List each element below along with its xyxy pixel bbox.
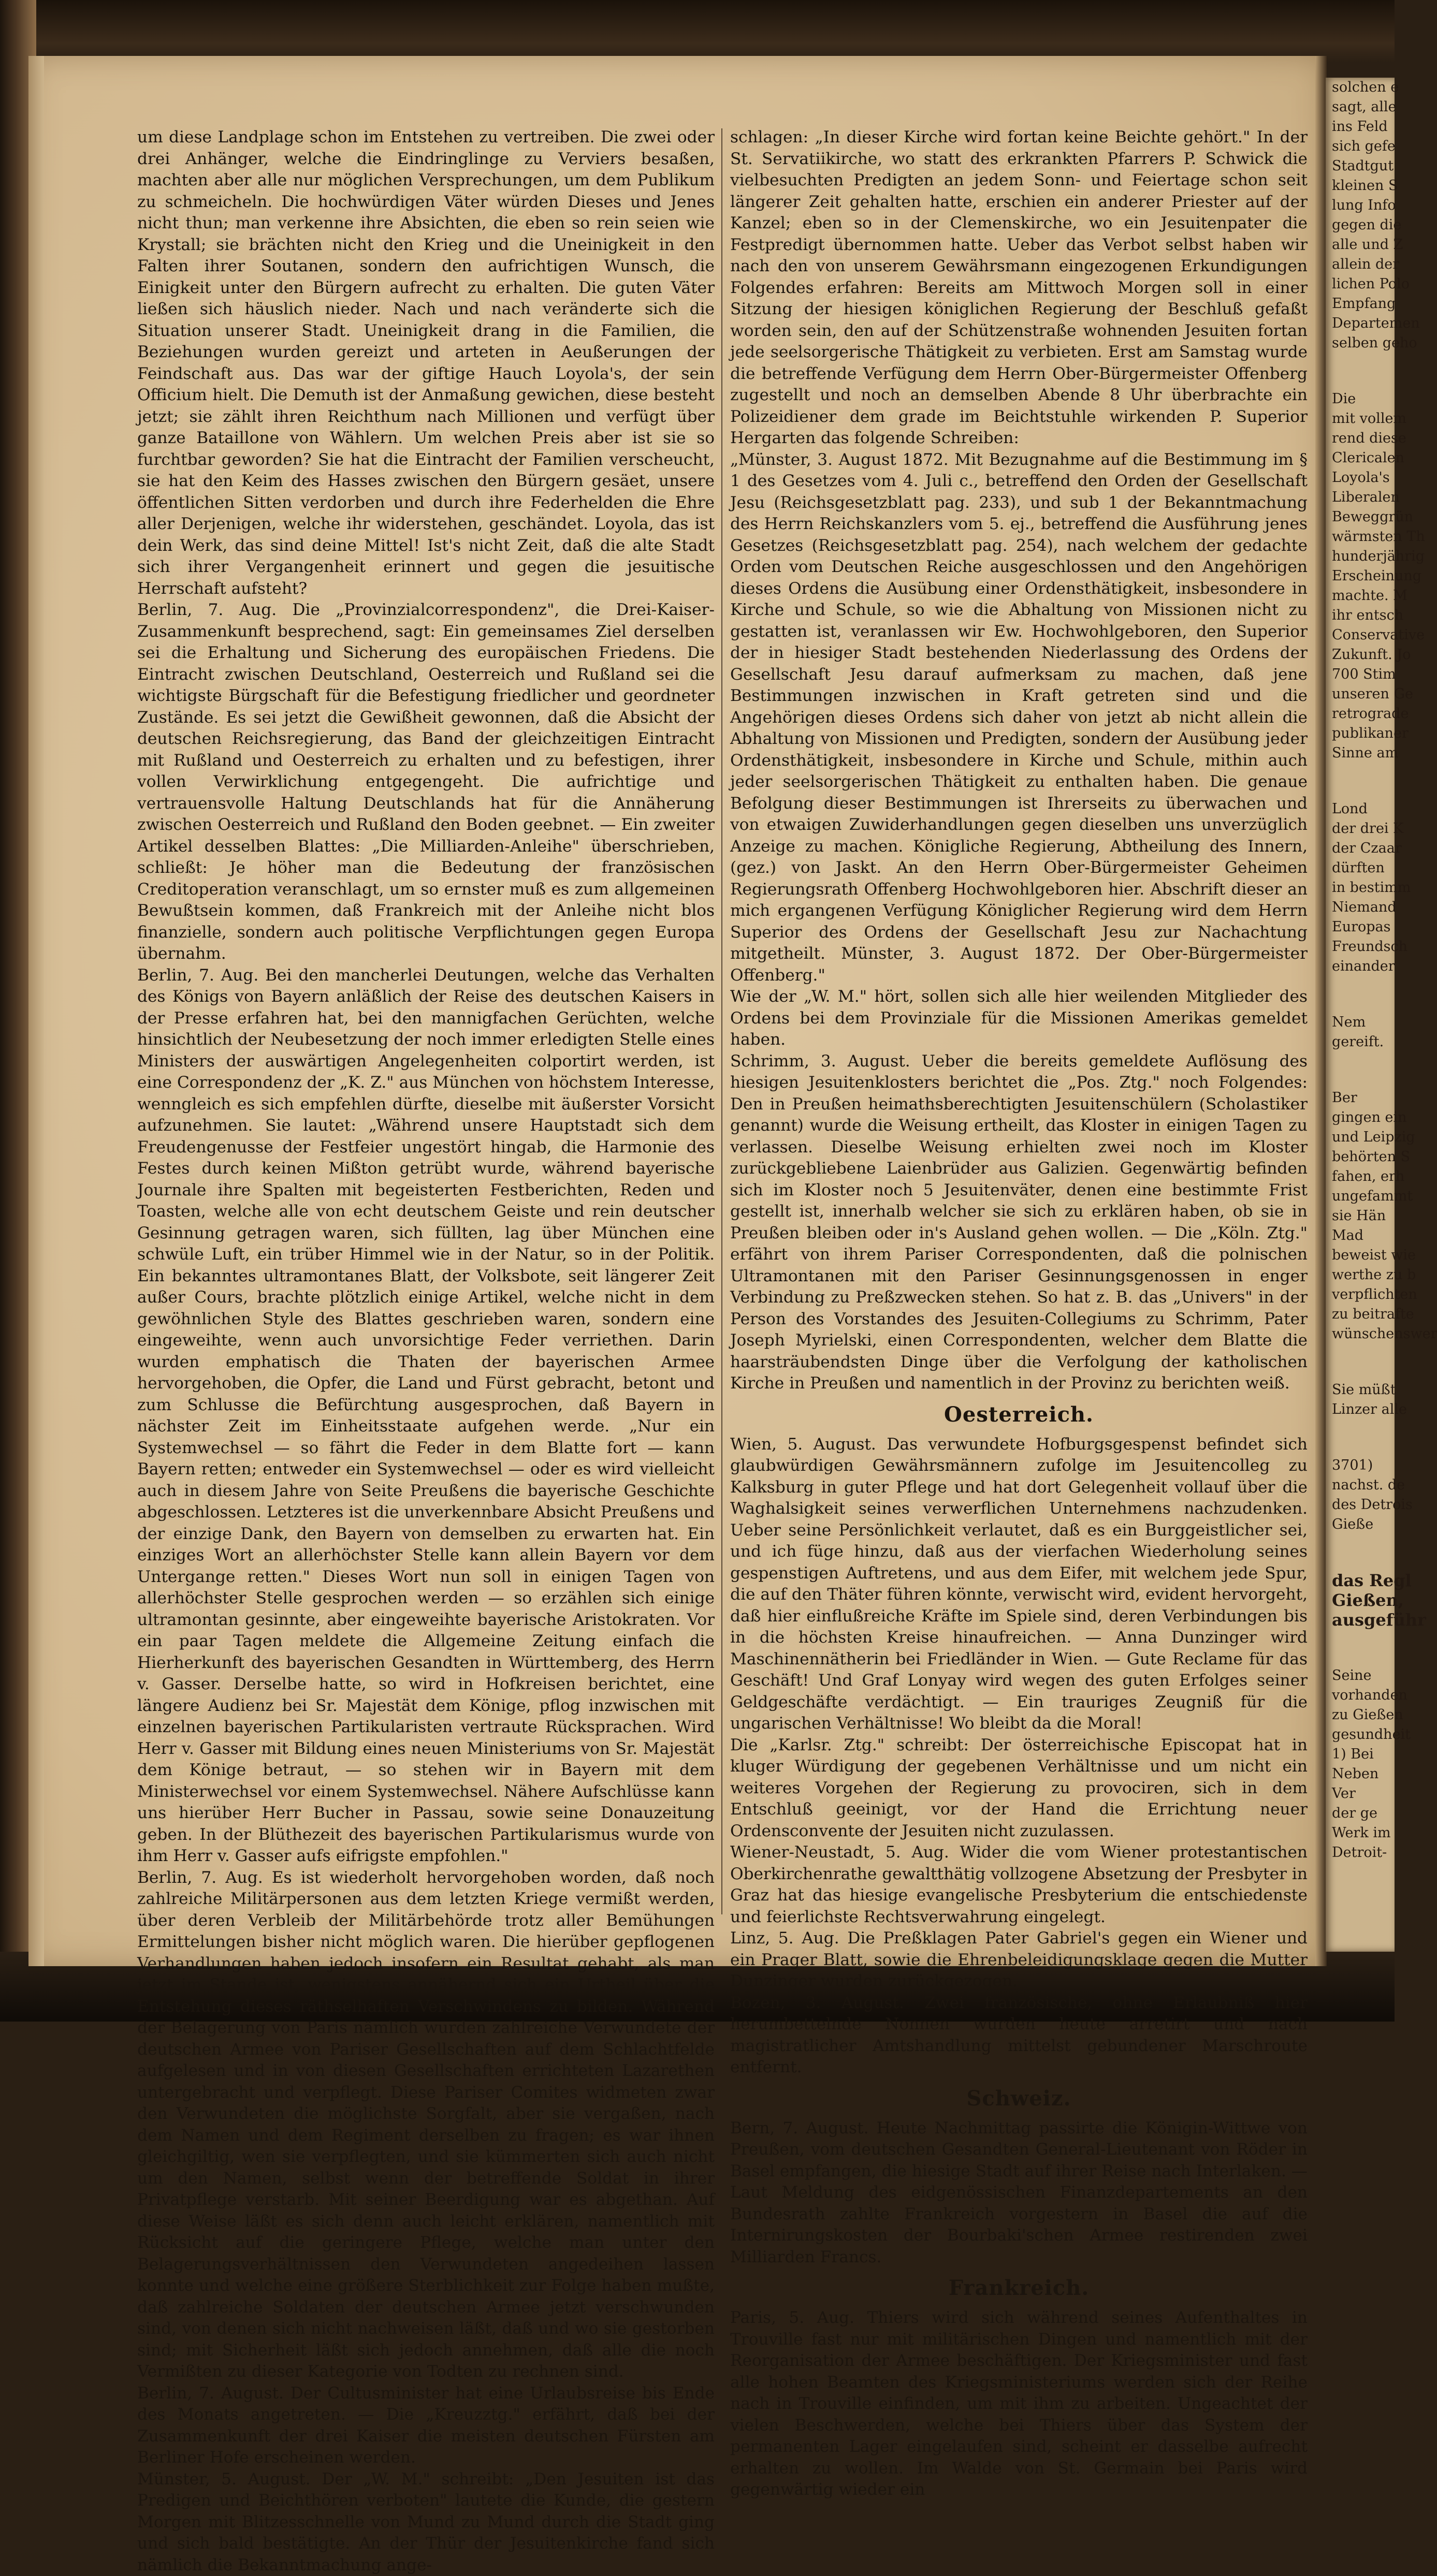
right-column	[730, 127, 1308, 1954]
adjacent-page-line: werthe zu b	[1332, 1265, 1401, 1285]
article-paragraph: Bozen, 3. August. Zwei französische, ohne Erlaubniß hier herumbettelnde Nonnen wurden heute arretirt und nach magistratlicher Amtshandlung mittelst gebundener Marschroute entfernt.	[730, 1993, 1308, 2079]
adjacent-page-line: der Czaar	[1332, 839, 1401, 858]
adjacent-page-line: wärmsten Th	[1332, 527, 1401, 547]
section-heading-frankreich: Frankreich.	[730, 2273, 1308, 2303]
article-paragraph: um diese Landplage schon im Entstehen zu vertreiben. Die zwei oder drei Anhänger, welche die Eindringlinge zu Verviers besaßen, machten aber alle nur möglichen Versprechungen, um dem Publikum zu schmeicheln. Die hochwürdigen Väter würden Dieses und Jenes nicht thun; man verkenne ihre Absichten, die eben so rein seien wie Krystall; sie brächten nicht den Krieg und die Uneinigkeit in den Falten ihrer Soutanen, sondern den aufrichtigen Wunsch, die Einigkeit unter den Bürgern aufrecht zu erhalten. Die guten Väter ließen sich häuslich nieder. Nach und nach veränderte sich die Situation unserer Stadt. Uneinigkeit drang in die Familien, die Beziehungen wurden gereizt und arteten in Aeußerungen der Feindschaft aus. Das war der giftige Hauch Loyola's, der sein Officium hielt. Die Demuth ist der Anmaßung gewichen, diese besteht jetzt; sie zählt ihren Reichthum nach Millionen und verfügt über ganze Bataillone von Wählern. Um welchen Preis aber ist sie so furchtbar geworden? Sie hat die Eintracht der Familien verscheucht, sie hat den Keim des Hasses zwischen den Bürgern gesäet, unsere öffentlichen Sitten verdorben und durch ihre Federhelden die Ehre aller Derjenigen, welche ihr widerstehen, geschändet. Loyola, das ist dein Werk, das sind deine Mittel! Ist's nicht Zeit, daß die alte Stadt sich ihrer Vergangenheit erinnert und gegen die jesuitische Herrschaft aufsteht?	[137, 127, 715, 599]
adjacent-page-line: sich gefe	[1332, 137, 1401, 156]
adjacent-page-line: Ber	[1332, 1088, 1401, 1108]
adjacent-page-line: Detroit-	[1332, 1843, 1401, 1863]
adjacent-page-line: 3701)	[1332, 1456, 1401, 1475]
page-edge	[28, 56, 44, 1966]
adjacent-page-line: publikaner	[1332, 724, 1401, 743]
adjacent-page-line: Stadtgut	[1332, 156, 1401, 176]
adjacent-page-line: wünschenswer	[1332, 1324, 1401, 1344]
adjacent-page-line: einander	[1332, 957, 1401, 976]
adjacent-page-line: des Detrois	[1332, 1495, 1401, 1515]
adjacent-page-line: Loyola's	[1332, 468, 1401, 488]
adjacent-page-line: alle und Z	[1332, 235, 1401, 255]
adjacent-page-line: gesundheit	[1332, 1725, 1401, 1745]
adjacent-page-line: beweist wie	[1332, 1246, 1401, 1265]
adjacent-page-line: Conservative	[1332, 625, 1401, 645]
adjacent-page-line: nachst. de	[1332, 1475, 1401, 1495]
adjacent-page-line: Liberalen	[1332, 488, 1401, 507]
adjacent-page-line: Werk im	[1332, 1823, 1401, 1843]
adjacent-page-line: Zukunft. Jo	[1332, 645, 1401, 665]
article-paragraph: schlagen: „In dieser Kirche wird fortan keine Beichte gehört." In der St. Servatiikirche, wo statt des erkrankten Pfarrers P. Schwick die vielbesuchten Predigten an jedem Sonn- und Feiertage schon seit längerer Zeit gehalten hatte, erschien ein anderer Priester auf der Kanzel; eben so in der Clemenskirche, wo ein Jesuitenpater die Festpredigt übernommen hatte. Ueber das Verbot selbst haben wir nach den von unserem Gewährsmann eingezogenen Erkundigungen Folgendes erfahren: Bereits am Mittwoch Morgen soll in einer Sitzung der hiesigen königlichen Regierung der Beschluß gefaßt worden sein, den auf der Schützenstraße wohnenden Jesuiten fortan jede seelsorgerische Thätigkeit zu verbieten. Erst am Samstag wurde die betreffende Verfügung dem Herrn Ober-Bürgermeister Offenberg zugestellt und noch an demselben Abende 8 Uhr überbrachte ein Polizeidiener dem grade im Beichtstuhle wirkenden P. Superior Hergarten das folgende Schreiben:	[730, 127, 1308, 449]
adjacent-page-line: gereift.	[1332, 1032, 1401, 1052]
adjacent-page-line: Sinne am	[1332, 743, 1401, 763]
article-paragraph: Berlin, 7. Aug. Es ist wiederholt hervorgehoben worden, daß noch zahlreiche Militärpersonen aus dem letzten Kriege vermißt werden, über deren Verbleib der Militärbehörde trotz aller Bemühungen Ermittelungen bisher nicht möglich waren. Die hierüber gepflogenen Verhandlungen haben jedoch insofern ein Resultat gehabt, als man jetzt im Stande ist, wenigstens annähernd sich ein Urtheil über die Entstehung dieses räthselhaften Verschwindens zu bilden. Während der Belagerung von Paris nämlich wurden zahlreiche Verwundete der deutschen Armee von Pariser Gesellschaften auf dem Schlachtfelde aufgelesen und in von diesen Gesellschaften errichteten Lazarethen untergebracht und verpflegt. Diese Pariser Comites widmeten zwar den Verwundeten die möglichste Sorgfalt, aber sie vergaßen, nach dem Namen und dem Regiment derselben zu fragen; es war ihnen gleichgiltig, wen sie verpflegten, und sie kümmerten sich auch nicht um den Namen, selbst wenn der betreffende Soldat in ihrer Privatpflege verstarb. Mit seiner Beerdigung war es abgethan. Auf diese Weise läßt es sich denn auch leicht erklären, namentlich mit Rücksicht auf die geringere Pflege, welche man unter den Belagerungsverhältnissen den Verwundeten angedeihen lassen konnte und welche eine größere Sterblichkeit zur Folge haben mußte, daß zahlreiche Soldaten der deutschen Armee jetzt verschwunden sind, von denen sich nicht nachweisen läßt, daß und wo sie gestorben sind; mit Sicherheit läßt sich jedoch annehmen, daß alle die noch Vermißten zu dieser Kategorie von Todten zu rechnen sind.	[137, 1867, 715, 2383]
adjacent-page-line: Beweggrün	[1332, 507, 1401, 527]
adjacent-page-line: Ver	[1332, 1784, 1401, 1804]
adjacent-page-line: 1) Bei	[1332, 1745, 1401, 1764]
adjacent-page-line: zu Gießen	[1332, 1705, 1401, 1725]
adjacent-page-line: kleinen S	[1332, 176, 1401, 196]
adjacent-page-line: Neben	[1332, 1764, 1401, 1784]
adjacent-page-line: vorhanden	[1332, 1686, 1401, 1705]
adjacent-page-line: Sie müßt	[1332, 1380, 1401, 1400]
article-paragraph: Berlin, 7. Aug. Die „Provinzialcorrespondenz", die Drei-Kaiser-Zusammenkunft besprechend, sagt: Ein gemeinsames Ziel derselben sei die Erhaltung und Sicherung des europäischen Friedens. Die Eintracht zwischen Deutschland, Oesterreich und Rußland sei die wichtigste Bürgschaft für die Befestigung friedlicher und geordneter Zustände. Es sei jetzt die Gewißheit gewonnen, daß die Absicht der deutschen Reichsregierung, das Band der gleichzeitigen Eintracht mit Rußland und Oesterreich zu erhalten und zu befestigen, ihrer vollen Verwirklichung entgegengeht. Die aufrichtige und vertrauensvolle Haltung Deutschlands hat für die Annäherung zwischen Oesterreich und Rußland den Boden geebnet. — Ein zweiter Artikel desselben Blattes: „Die Milliarden-Anleihe" überschrieben, schließt: Je höher man die Bedeutung der französischen Creditoperation veranschlagt, um so ernster muß es zum allgemeinen Bewußtsein kommen, daß Frankreich mit der Anleihe nicht blos finanzielle, sondern auch politische Verpflichtungen gegen Europa übernahm.	[137, 599, 715, 965]
adjacent-page-line: Clericalen	[1332, 448, 1401, 468]
adjacent-page-line: hunderjährig	[1332, 547, 1401, 566]
adjacent-page-line: ungefammt	[1332, 1187, 1401, 1206]
adjacent-page-line: Gießen,	[1332, 1590, 1401, 1610]
section-heading-oesterreich: Oesterreich.	[730, 1400, 1308, 1430]
adjacent-page-line: lichen Polo	[1332, 274, 1401, 294]
adjacent-page-line: zu beitrafte	[1332, 1305, 1401, 1324]
adjacent-page-line: lung Info	[1332, 196, 1401, 215]
adjacent-page-line: verpflichten	[1332, 1285, 1401, 1305]
article-paragraph: „Münster, 3. August 1872. Mit Bezugnahme auf die Bestimmung im § 1 des Gesetzes vom 4. Juli c., betreffend den Orden der Gesellschaft Jesu (Reichsgesetzblatt pag. 233), und sub 1 der Bekanntmachung des Herrn Reichskanzlers vom 5. ej., betreffend die Ausführung jenes Gesetzes (Reichsgesetzblatt pag. 254), nach welchem der gedachte Orden vom Deutschen Reiche ausgeschlossen und den Angehörigen dieses Ordens die Ausübung einer Ordensthätigkeit, insbesondere in Kirche und Schule, so wie die Abhaltung von Missionen nicht zu gestatten ist, veranlassen wir Ew. Hochwohlgeboren, den Superior der in hiesiger Stadt bestehenden Niederlassung des Ordens der Gesellschaft Jesu darauf aufmerksam zu machen, daß jene Bestimmungen inzwischen in Kraft getreten sind und die Angehörigen dieses Ordens sich daher von jetzt ab nicht allein die Abhaltung von Missionen und Predigten, sondern der Ausübung jeder Ordensthätigkeit, insbesondere in Kirche und Schule, mithin auch jeder seelsorgerischen Thätigkeit zu enthalten haben. Die genaue Befolgung dieser Bestimmungen ist Ihrerseits zu überwachen und von etwaigen Zuwiderhandlungen gegen dieselben uns unverzüglich Anzeige zu machen. Königliche Regierung, Abtheilung des Innern, (gez.) von Jaskt. An den Herrn Ober-Bürgermeister Geheimen Regierungsrath Offenberg Hochwohlgeboren hier. Abschrift dieser an mich ergangenen Verfügung Königlicher Regierung wird dem Herrn Superior des Ordens der Gesellschaft Jesu zur Nachachtung mitgetheilt. Münster, 3. August 1872. Der Ober-Bürgermeister Offenberg."	[730, 449, 1308, 987]
adjacent-page-line: und Leipzig	[1332, 1128, 1401, 1147]
adjacent-page-line: dürften	[1332, 858, 1401, 878]
adjacent-page-line: sagt, alle	[1332, 97, 1401, 117]
adjacent-page-line: der ge	[1332, 1804, 1401, 1823]
adjacent-page-line: selben geho	[1332, 333, 1401, 353]
section-heading-schweiz: Schweiz.	[730, 2084, 1308, 2114]
article-paragraph: Berlin, 7. Aug. Bei den mancherlei Deutungen, welche das Verhalten des Königs von Bayern anläßlich der Reise des deutschen Kaisers in der Presse erfahren hat, bei den mannigfachen Gerüchten, welche hinsichtlich der Neubesetzung der noch immer erledigten Stelle eines Ministers der auswärtigen Angelegenheiten colportirt werden, ist eine Correspondenz der „K. Z." aus München von höchstem Interesse, wenngleich es sich empfehlen dürfte, dieselbe mit äußerster Vorsicht aufzunehmen. Sie lautet: „Während unsere Hauptstadt sich dem Freudengenusse der Festfeier ungestört hingab, die Harmonie des Festes durch keinen Mißton getrübt wurde, während bayerische Journale ihre Spalten mit begeisterten Festberichten, Reden und Toasten, welche alle von echt deutschem Geiste und rein deutscher Gesinnung getragen waren, sich füllten, lag über München eine schwüle Luft, ein trüber Himmel wie in der Natur, so in der Politik. Ein bekanntes ultramontanes Blatt, der Volksbote, seit längerer Zeit außer Cours, brachte plötzlich einige Artikel, welche nicht in dem gewöhnlichen Style des Blattes geschrieben waren, sondern eine eingeweihte, wenn auch unvorsichtige Feder verriethen. Darin wurden emphatisch die Thaten der bayerischen Armee hervorgehoben, die Opfer, die Land und Fürst gebracht, betont und zum Schlusse die Befürchtung ausgesprochen, daß Bayern in nächster Zeit im Einheitsstaate aufgehen werde. „Nur ein Systemwechsel — so fährt die Feder in dem Blatte fort — kann Bayern retten; entweder ein Systemwechsel — oder es wird vielleicht auch in diesem Jahre von Seite Preußens die bayerische Geschichte abgeschlossen. Letzteres ist die unverkennbare Absicht Preußens und der einzige Dank, den Bayern von demselben zu erwarten hat. Ein einziges Wort an allerhöchster Stelle kann allein Bayern vor dem Untergange retten." Dieses Wort nun soll in einigen Tagen von allerhöchster Stelle gesprochen werden — so erzählen sich einige ultramontan gesinnte, aber eingeweihte bayerische Aristokraten. Vor ein paar Tagen meldete die Allgemeine Zeitung einfach die Hierherkunft des bayerischen Gesandten in Württemberg, des Herrn v. Gasser. Derselbe hatte, so wird in Hofkreisen berichtet, eine längere Audienz bei Sr. Majestät dem Könige, pflog inzwischen mit einzelnen bayerischen Partikularisten vertraute Rücksprachen. Wird Herr v. Gasser mit Bildung eines neuen Ministeriums von Sr. Majestät dem Könige betraut, — so stehen wir in Bayern mit dem Ministerwechsel vor einem Systemwechsel. Nähere Aufschlüsse kann uns hierüber Herr Bucher in Passau, sowie seine Donauzeitung geben. In der Blüthezeit des bayerischen Partikularismus wurde von ihm Herr v. Gasser aufs eifrigste empfohlen."	[137, 965, 715, 1867]
adjacent-page-line: behörten S	[1332, 1147, 1401, 1167]
adjacent-page-line: mit vollem	[1332, 409, 1401, 429]
article-paragraph: Die „Karlsr. Ztg." schreibt: Der österreichische Episcopat hat in kluger Würdigung der gegebenen Verhältnisse und um nicht ein weiteres Vorgehen der Regierung zu provociren, sich in dem Entschluß geeinigt, vor der Hand die Errichtung neuer Ordensconvente der Jesuiten nicht zuzulassen.	[730, 1735, 1308, 1842]
article-paragraph: Wie der „W. M." hört, sollen sich alle hier weilenden Mitglieder des Ordens bei dem Provinziale für die Missionen Amerikas gemeldet haben.	[730, 986, 1308, 1051]
adjacent-page-line: unseren Ge	[1332, 684, 1401, 704]
adjacent-page-line: 700 Stim	[1332, 665, 1401, 684]
adjacent-page-line: in bestimm	[1332, 878, 1401, 898]
adjacent-page-line: Niemand	[1332, 898, 1401, 917]
article-paragraph: Linz, 5. Aug. Die Preßklagen Pater Gabriel's gegen ein Wiener und ein Prager Blatt, sowie die Ehrenbeleidigungsklage gegen die Mutter Dunzinger wurden zurückgezogen.	[730, 1928, 1308, 1993]
adjacent-page-line: solchen e	[1332, 78, 1401, 97]
left-column	[137, 127, 715, 1954]
adjacent-page-line: gegen die	[1332, 215, 1401, 235]
article-paragraph: Paris, 5. Aug. Thiers wird sich während seines Aufenthaltes in Trouville fast nur mit militärischen Dingen und namentlich mit der Reorganisation der Armee beschäftigen. Der Kriegsminister und fast alle hohen Beamten des Kriegsministeriums werden sich der Reihe nach in Trouville einfinden, um mit ihm zu arbeiten. Ungeachtet der vielen Beschwerden, welche bei Thiers über das System der permanenten Lager eingelaufen sind, scheint er dasselbe aufrecht erhalten zu wollen. Im Walde von St. Germain bei Paris wird gegenwärtig wieder ein	[730, 2307, 1308, 2501]
adjacent-page-line: Gieße	[1332, 1515, 1401, 1534]
adjacent-page-line: fahen, erh	[1332, 1167, 1401, 1187]
adjacent-page-line: Linzer alle	[1332, 1400, 1401, 1419]
article-paragraph: Wiener-Neustadt, 5. Aug. Wider die vom Wiener protestantischen Oberkirchenrathe gewaltthätig vollzogene Absetzung der Presbyter in Graz hat das hiesige evangelische Presbyterium die entschiedenste und feierlichste Rechtsverwahrung eingelegt.	[730, 1842, 1308, 1928]
binding-gutter	[1315, 56, 1327, 1966]
adjacent-page-line: ausgeführ	[1332, 1610, 1401, 1630]
scan-top-edge	[0, 0, 1395, 62]
article-paragraph: Bern, 7. August. Heute Nachmittag passirte die Königin-Wittwe von Preußen, vom deutschen Gesandten General-Lieutenant von Röder in Basel empfangen, die hiesige Stadt auf ihrer Reise nach Interlaken. — Laut Meldung des eidgenössischen Finanzdepartements an den Bundesrath zahlte Frankreich vorgestern in Basel die auf die Internirungskosten der Bourbaki'schen Armee restirenden zwei Milliarden Francs.	[730, 2118, 1308, 2268]
adjacent-page-line: Seine	[1332, 1666, 1401, 1686]
adjacent-page-line: allein der	[1332, 255, 1401, 274]
adjacent-page-line: sie Hän	[1332, 1206, 1401, 1226]
adjacent-page-line: Europas	[1332, 917, 1401, 937]
adjacent-page-line: Nem	[1332, 1013, 1401, 1032]
adjacent-page-line: das Regl	[1332, 1571, 1401, 1590]
adjacent-page-line: Erscheinung	[1332, 566, 1401, 586]
adjacent-page-line: der drei K	[1332, 819, 1401, 839]
adjacent-page-line: Lond	[1332, 799, 1401, 819]
article-paragraph: Wien, 5. August. Das verwundete Hofburgsgespenst befindet sich glaubwürdigen Gewährsmännern zufolge im Jesuitencolleg zu Kalksburg in guter Pflege und hat dort Gelegenheit vollauf über die Waghalsigkeit seines verwerflichen Unternehmens nachzudenken. Ueber seine Persönlichkeit verlautet, daß es ein Burggeistlicher sei, und ich füge hinzu, daß aus der vierfachen Wiederholung seines gespenstigen Auftretens, und aus dem Eifer, mit welchem jede Spur, die auf den Thäter führen könnte, verwischt wird, evident hervorgeht, daß hier einflußreiche Kräfte im Spiele sind, deren Verbindungen bis in die höchsten Kreise hinaufreichen. — Anna Dunzinger wird Maschinennätherin bei Friedländer in Wien. — Gute Reclame für das Geschäft! Und Graf Lonyay wird wegen des guten Erfolges seiner Geldgeschäfte verdächtigt. — Ein trauriges Zeugniß für die ungarischen Verhältnisse! Wo bleibt da die Moral!	[730, 1434, 1308, 1735]
adjacent-page-line: rend diese	[1332, 429, 1401, 448]
adjacent-page-line: Freundsch	[1332, 937, 1401, 957]
adjacent-page-line: gingen ein	[1332, 1108, 1401, 1128]
article-paragraph: Schrimm, 3. August. Ueber die bereits gemeldete Auflösung des hiesigen Jesuitenklosters berichtet die „Pos. Ztg." noch Folgendes: Den in Preußen heimathsberechtigten Jesuitenschülern (Scholastiker genannt) wurde die Weisung ertheilt, das Kloster in einigen Tagen zu verlassen. Dieselbe Weisung erhielten zwei noch im Kloster zurückgebliebene Laienbrüder aus Galizien. Gegenwärtig befinden sich im Kloster noch 5 Jesuitenväter, denen eine bestimmte Frist gestellt ist, innerhalb welcher sie sich zu erklären haben, ob sie in Preußen bleiben oder in's Ausland gehen wollen. — Die „Köln. Ztg." erfährt von ihrem Pariser Correspondenten, daß die polnischen Ultramontanen mit den Pariser Gesinnungsgenossen in enger Verbindung zu Preßzwecken stehen. So hat z. B. das „Univers" in der Person des Vorstandes des Jesuiten-Collegiums zu Schrimm, Pater Joseph Myrielski, einen Correspondenten, welcher dem Blatte die haarsträubendsten Dinge über die Verfolgung der katholischen Kirche in Preußen und namentlich in der Provinz zu berichten weiß.	[730, 1051, 1308, 1395]
adjacent-page-line: machte. M	[1332, 586, 1401, 606]
article-paragraph: Berlin, 7. August. Der Cultusminister hat eine Urlaubsreise bis Ende des Monats angetreten. — Die „Kreuzztg." erfährt, daß bei der Zusammenkunft der drei Kaiser die meisten deutschen Fürsten am Berliner Hofe erscheinen werden.	[137, 2383, 715, 2469]
adjacent-page-line: ins Feld	[1332, 117, 1401, 137]
adjacent-page-line: Empfang	[1332, 294, 1401, 314]
adjacent-page	[1326, 78, 1395, 1952]
adjacent-page-line: ihr entsch	[1332, 606, 1401, 625]
adjacent-page-line: Mad	[1332, 1226, 1401, 1246]
column-divider	[721, 128, 722, 1914]
adjacent-page-line: retrograde	[1332, 704, 1401, 724]
adjacent-page-fragments	[1326, 78, 1401, 1952]
article-paragraph: Münster, 5. August. Der „W. M." schreibt: „Den Jesuiten ist das Predigen und Beichthören verboten" lautete die Kunde, die gestern Morgen mit Blitzesschnelle von Mund zu Mund durch die Stadt ging und sich bald bestätigte. An der Thür der Jesuitenkirche fand sich nämlich die Bekanntmachung ange-	[137, 2469, 715, 2576]
adjacent-page-line: Departemen	[1332, 314, 1401, 333]
adjacent-page-line: Die	[1332, 389, 1401, 409]
